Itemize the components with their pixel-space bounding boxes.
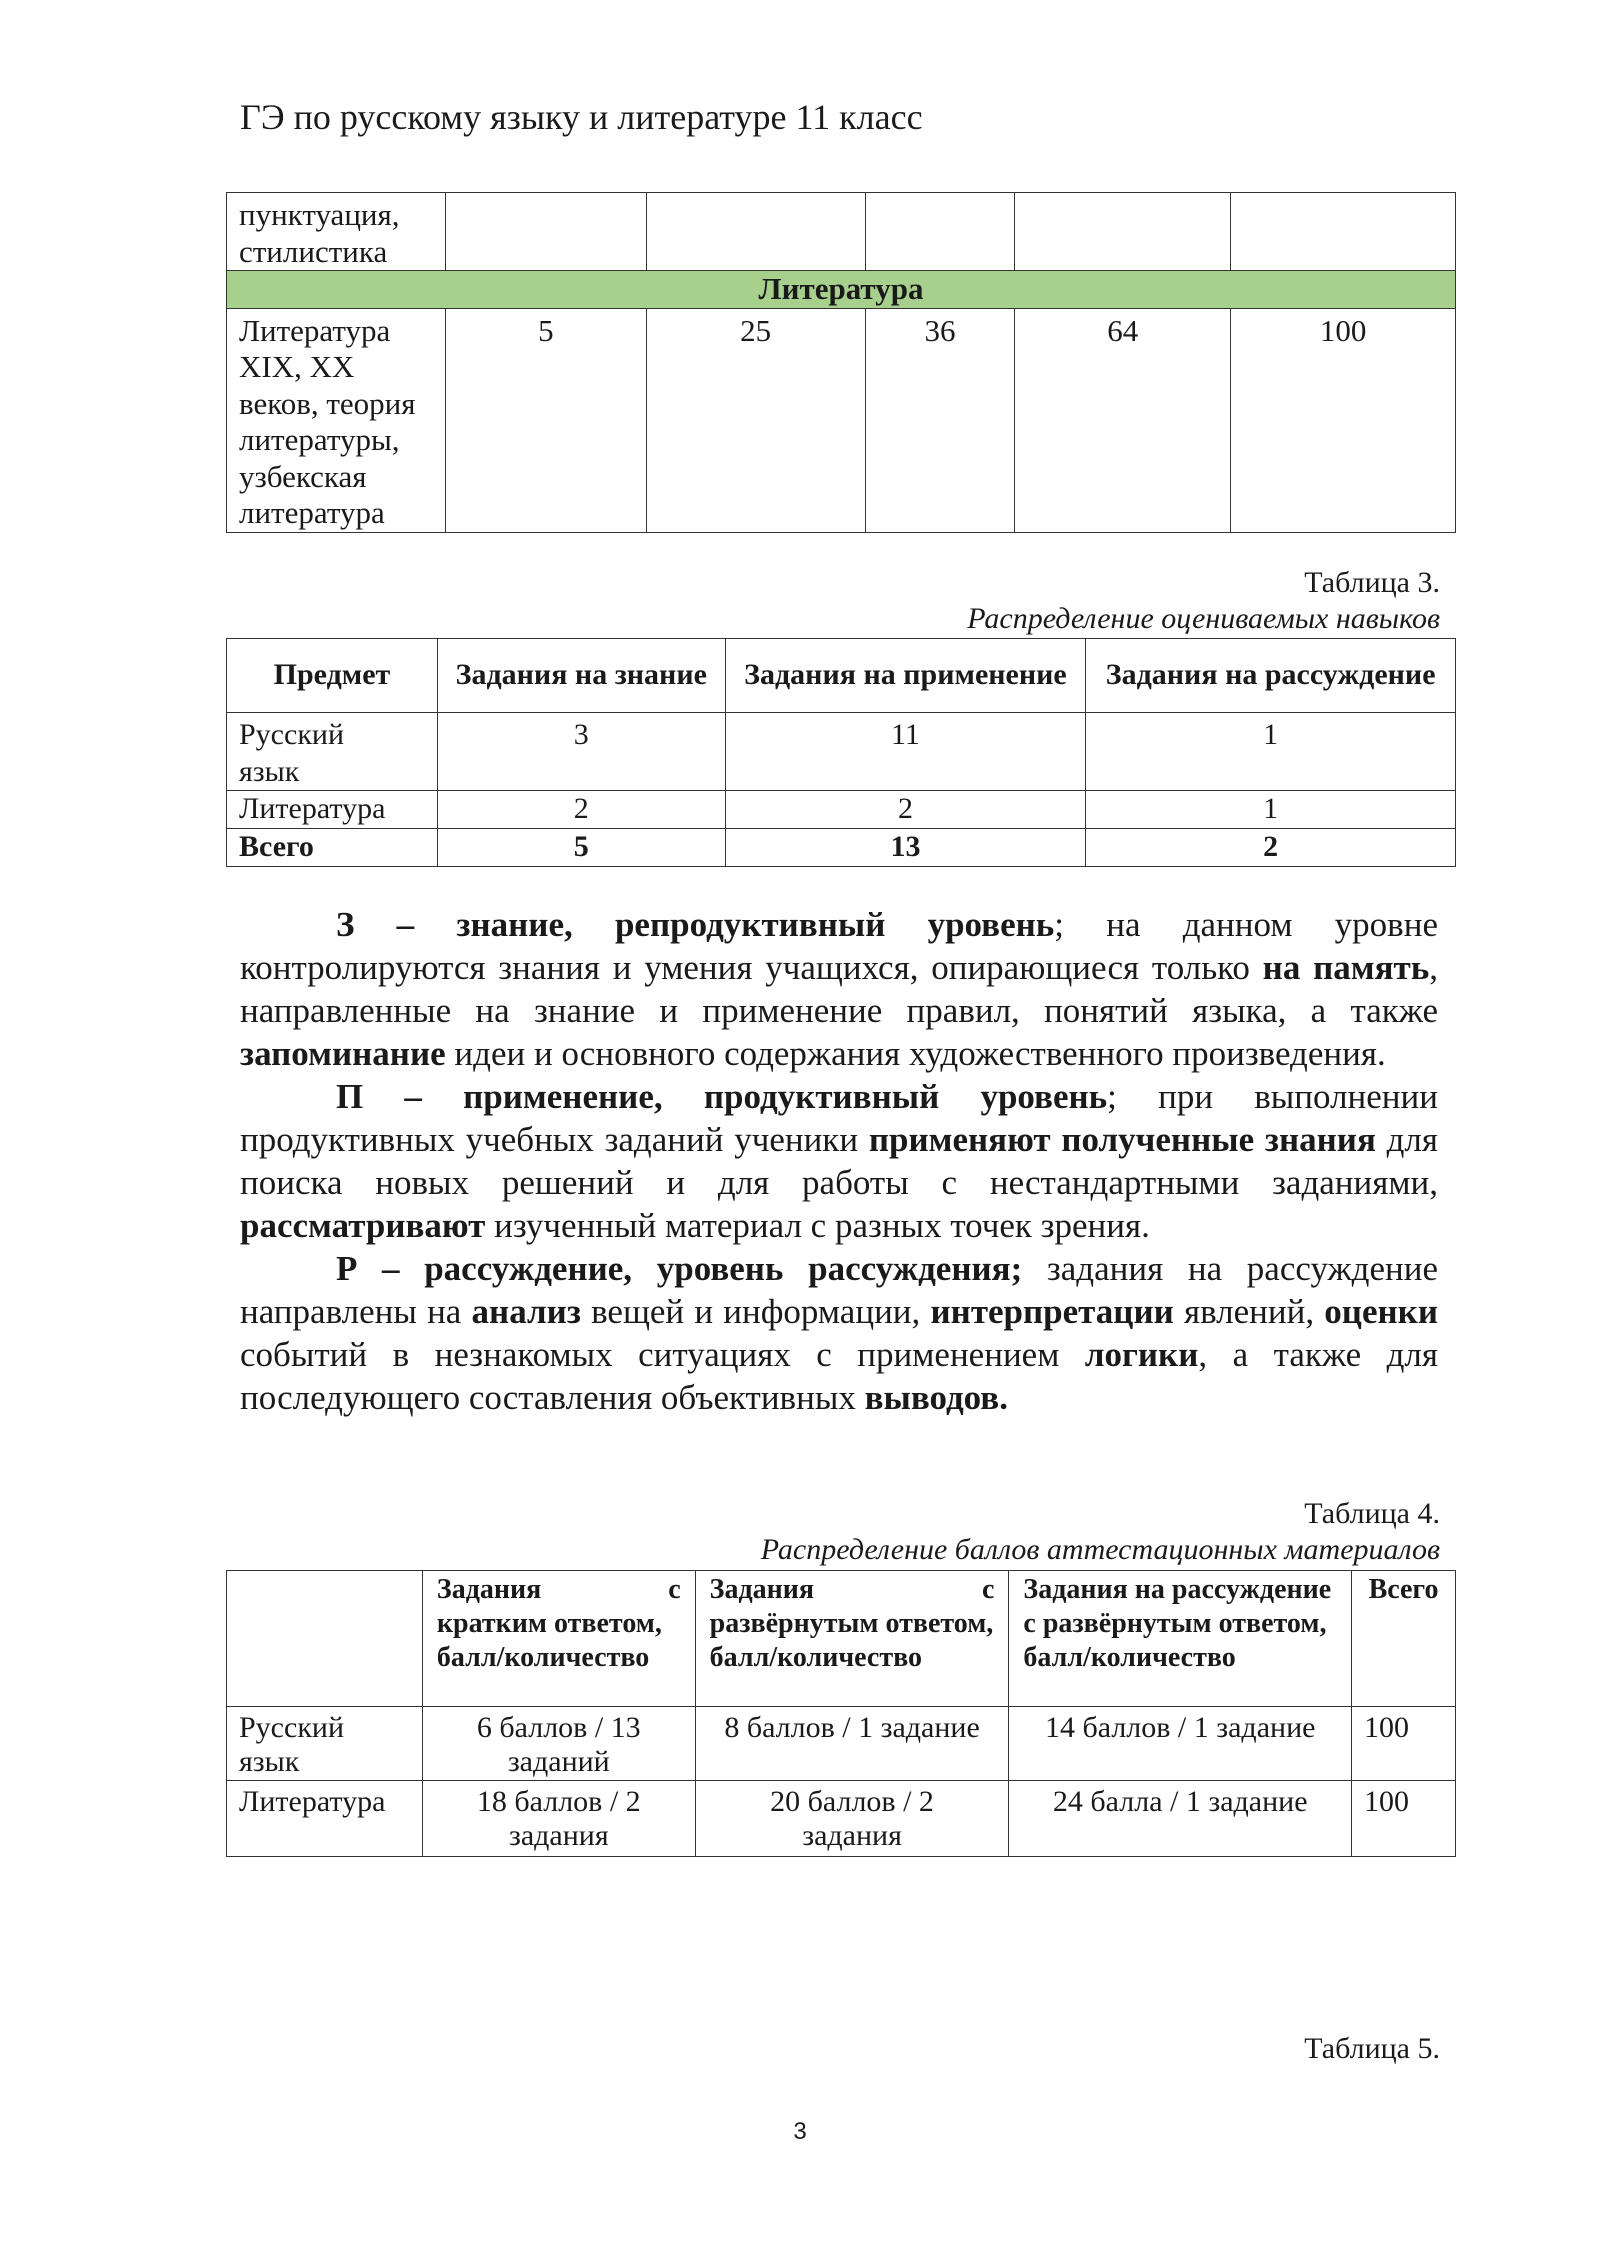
header-word: Задания	[709, 1574, 815, 1605]
column-header: Задания на применение	[725, 639, 1086, 713]
table-header-row	[227, 639, 1456, 713]
cell-line: пунктуация,	[239, 197, 400, 232]
bold-term: П – применение, продуктивный уровень	[336, 1077, 1108, 1116]
table-cell: 8 баллов / 1 задание	[695, 1707, 1009, 1781]
table-cell: 5	[437, 829, 725, 867]
bold-term: логики	[1084, 1335, 1199, 1374]
table-cell	[445, 193, 646, 271]
cell-line: стилистика	[239, 233, 388, 269]
table-cell: 64	[1015, 308, 1231, 532]
text-run: изученный материал с разных точек зрения.	[485, 1206, 1150, 1245]
column-header: Всего	[1352, 1571, 1456, 1707]
cell-line: литература	[239, 495, 385, 530]
text-run: вещей и информации,	[580, 1292, 931, 1331]
table-cell: 1	[1086, 791, 1456, 829]
table-row	[227, 713, 1456, 791]
page-header: ГЭ по русскому языку и литературе 11 класс	[240, 97, 923, 137]
header-word: с	[668, 1574, 681, 1605]
bold-term: выводов.	[864, 1378, 1008, 1417]
header-word: с	[981, 1574, 995, 1605]
table-cell	[227, 308, 446, 532]
scores-table	[226, 1570, 1456, 1857]
definitions-text	[240, 903, 1438, 1419]
table3-caption-number: Таблица 3.	[1304, 566, 1440, 599]
table-cell	[227, 1571, 423, 1707]
text-run: событий в незнакомых ситуациях с применением	[240, 1335, 1085, 1374]
text-run: ; при выполнении продуктивных учебных заданий ученики	[240, 1077, 1438, 1159]
bold-term: запоминание	[240, 1034, 446, 1073]
table-cell: 11	[725, 713, 1086, 791]
table5-caption-number: Таблица 5.	[1304, 2032, 1440, 2065]
table-cell: Литература	[227, 1781, 423, 1857]
table-cell: 5	[445, 308, 646, 532]
table-cell: 100	[1352, 1781, 1456, 1857]
table-cell: Русский язык	[227, 1707, 423, 1781]
text-run: идеи и основного содержания художественного произведения.	[445, 1034, 1386, 1073]
header-text: развёрнутым ответом, балл/количество	[709, 1608, 994, 1673]
table-cell: 2	[1086, 829, 1456, 867]
table-cell: Русский язык	[227, 713, 438, 791]
cell-line: XIX, XX	[239, 349, 355, 384]
table-cell	[1231, 193, 1456, 271]
text-run: , направленные на знание и применение правил, понятий языка, а также	[240, 948, 1438, 1030]
bold-term: З – знание, репродуктивный уровень	[336, 905, 1055, 944]
table-cell: 36	[865, 308, 1015, 532]
table-cell: 3	[437, 713, 725, 791]
column-header: Задания на рассуждение с развёрнутым ответом, балл/количество	[1009, 1571, 1352, 1707]
column-header	[695, 1571, 1009, 1707]
table3-caption-title: Распределение оцениваемых навыков	[967, 602, 1440, 635]
cell-line: Литература	[239, 312, 391, 348]
paragraph-knowledge	[240, 903, 1438, 1075]
table-row	[227, 193, 1456, 271]
table-cell	[646, 193, 865, 271]
table-cell	[1015, 193, 1231, 271]
section-band-row	[227, 271, 1456, 309]
table-cell: 24 балла / 1 задание	[1009, 1781, 1352, 1857]
table-cell: 25	[646, 308, 865, 532]
header-word: Задания	[436, 1574, 542, 1605]
table-cell: 2	[437, 791, 725, 829]
bold-term: на память	[1262, 948, 1430, 987]
table-cell: 2	[725, 791, 1086, 829]
cell-line: узбекская	[239, 458, 367, 494]
table-cell: 1	[1086, 713, 1456, 791]
skills-table	[226, 638, 1456, 867]
text-run: , а также для последующего составления объективных	[240, 1335, 1438, 1417]
table-cell: 100	[1352, 1707, 1456, 1781]
table-cell: 100	[1231, 308, 1456, 532]
column-header	[422, 1571, 695, 1707]
table-header-row	[227, 1571, 1456, 1707]
table-cell: Литература	[227, 791, 438, 829]
table-row	[227, 1781, 1456, 1857]
page-number: 3	[793, 2118, 807, 2145]
paragraph-reasoning	[240, 1247, 1438, 1419]
header-text: кратким ответом, балл/количество	[436, 1608, 662, 1673]
cell-line: веков, теория	[239, 385, 416, 421]
table-cell: 14 баллов / 1 задание	[1009, 1707, 1352, 1781]
table4-caption-title: Распределение баллов аттестационных материалов	[760, 1533, 1440, 1566]
table-cell: 18 баллов / 2 задания	[422, 1781, 695, 1857]
text-run: задания на рассуждение направлены на	[240, 1249, 1438, 1331]
table-total-row	[227, 829, 1456, 867]
table-row	[227, 1707, 1456, 1781]
table-row	[227, 308, 1456, 532]
bold-term: анализ	[471, 1292, 581, 1331]
table-cell: 13	[725, 829, 1086, 867]
text-run: для поиска новых решений и для работы с нестандартными заданиями,	[240, 1120, 1438, 1202]
subjects-table	[226, 192, 1456, 533]
table-row	[227, 791, 1456, 829]
bold-term: Р – рассуждение, уровень рассуждения;	[336, 1249, 1023, 1288]
bold-term: рассматривают	[240, 1206, 486, 1245]
paragraph-application	[240, 1075, 1438, 1247]
table-cell	[865, 193, 1015, 271]
table-cell: Всего	[227, 829, 438, 867]
section-band: Литература	[227, 271, 1456, 309]
bold-term: применяют полученные знания	[868, 1120, 1376, 1159]
table4-caption-number: Таблица 4.	[1304, 1497, 1440, 1530]
column-header: Задания на рассуждение	[1086, 639, 1456, 713]
table-cell: 6 баллов / 13 заданий	[422, 1707, 695, 1781]
table-cell	[227, 193, 446, 271]
bold-term: оценки	[1324, 1292, 1438, 1331]
column-header: Задания на знание	[437, 639, 725, 713]
text-run: явлений,	[1173, 1292, 1325, 1331]
table-cell: 20 баллов / 2 задания	[695, 1781, 1009, 1857]
text-run: ; на данном уровне контролируются знания и умения учащихся, опирающиеся только	[240, 905, 1438, 987]
column-header: Предмет	[227, 639, 438, 713]
bold-term: интерпретации	[930, 1292, 1174, 1331]
cell-line: литературы,	[239, 422, 400, 457]
